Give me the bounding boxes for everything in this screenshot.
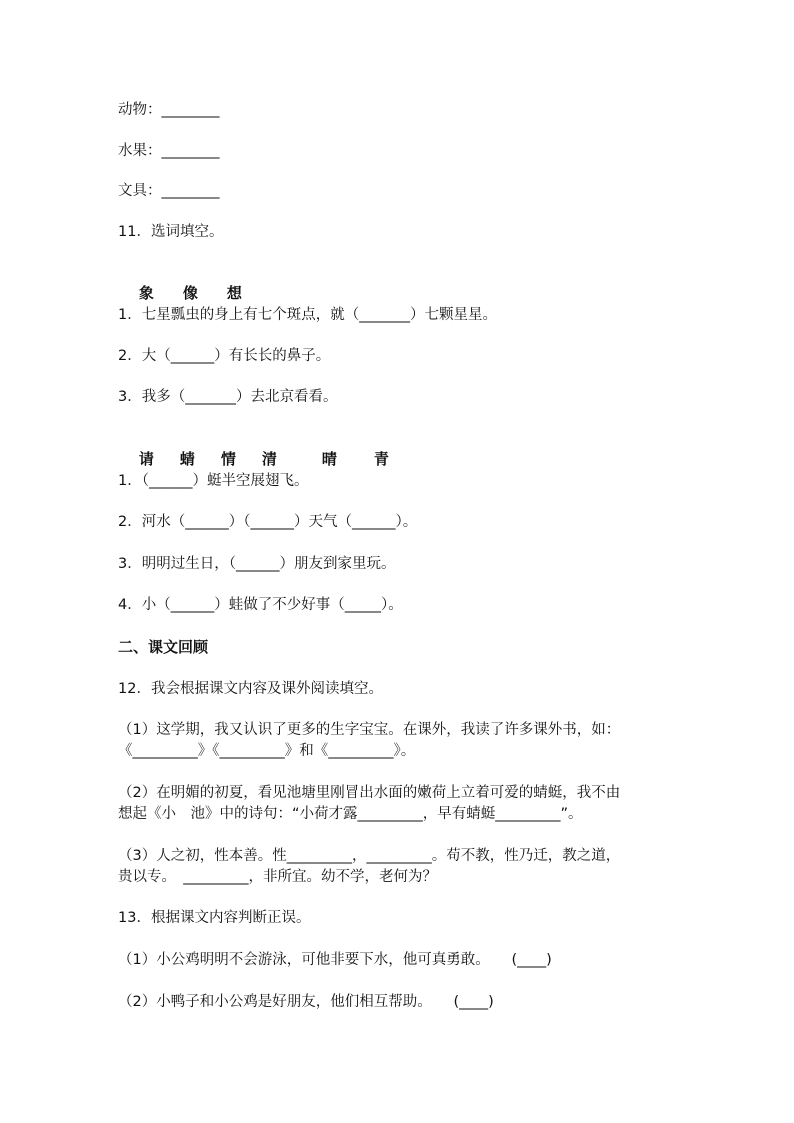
q13-item-1: （1）小公鸡明明不会游泳，可他非要下水，他可真勇敢。 (____) <box>118 952 552 968</box>
section-2-heading: 二、课文回顾 <box>118 638 209 656</box>
q11-part2-item-1: 1．（______）蜓半空展翅飞。 <box>118 473 309 489</box>
q11-item-3: 3．我多（_______）去北京看看。 <box>118 389 338 405</box>
word-choice: 象 <box>138 284 154 302</box>
word-choice: 情 <box>220 450 236 468</box>
q13-item-2: （2）小鸭子和小公鸡是好朋友，他们相互帮助。 (____) <box>118 994 494 1010</box>
word-choice: 清 <box>261 450 277 468</box>
word-choice: 蜻 <box>179 450 195 468</box>
question-13-title: 13．根据课文内容判断正误。 <box>118 910 311 926</box>
word-choice: 像 <box>182 284 198 302</box>
q11-part2-item-4: 4．小（______）蛙做了不少好事（_____）。 <box>118 597 403 613</box>
q12-part3-line1: （3）人之初，性本善。性_________，_________。苟不教，性乃迁，教之道， <box>118 848 621 864</box>
question-12-title: 12．我会根据课文内容及课外阅读填空。 <box>118 681 383 697</box>
q12-part1-line1: （1）这学期，我又认识了更多的生字宝宝。在课外，我读了许多课外书，如： <box>118 722 621 738</box>
word-choice: 青 <box>373 450 389 468</box>
q11-part2-item-3: 3．明明过生日，（______）朋友到家里玩。 <box>118 556 396 572</box>
q12-part2-line2: 想起《小 池》中的诗句：“小荷才露_________，早有蜻蜓_________”。 <box>118 806 583 822</box>
q11-item-2: 2．大（______）有长长的鼻子。 <box>118 348 331 364</box>
question-11-title: 11．选词填空。 <box>118 224 224 240</box>
q12-part3-line2: 贵以专。 _________，非所宜。幼不学，老何为？ <box>118 869 437 885</box>
q11-item-1: 1．七星瓢虫的身上有七个斑点，就（_______）七颗星星。 <box>118 307 497 323</box>
q12-part1-line2: 《_________》《_________》和《_________》。 <box>118 743 416 759</box>
fill-animal: 动物：________ <box>118 102 220 118</box>
fill-stationery: 文具：________ <box>118 183 220 199</box>
word-choice: 请 <box>138 450 154 468</box>
q11-part2-item-2: 2．河水（______）（______）天气（______）。 <box>118 514 418 530</box>
fill-fruit: 水果：________ <box>118 143 220 159</box>
word-choice: 想 <box>226 284 242 302</box>
word-choice: 晴 <box>321 450 337 468</box>
q12-part2-line1: （2）在明媚的初夏，看见池塘里刚冒出水面的嫩荷上立着可爱的蜻蜓，我不由 <box>118 785 621 801</box>
